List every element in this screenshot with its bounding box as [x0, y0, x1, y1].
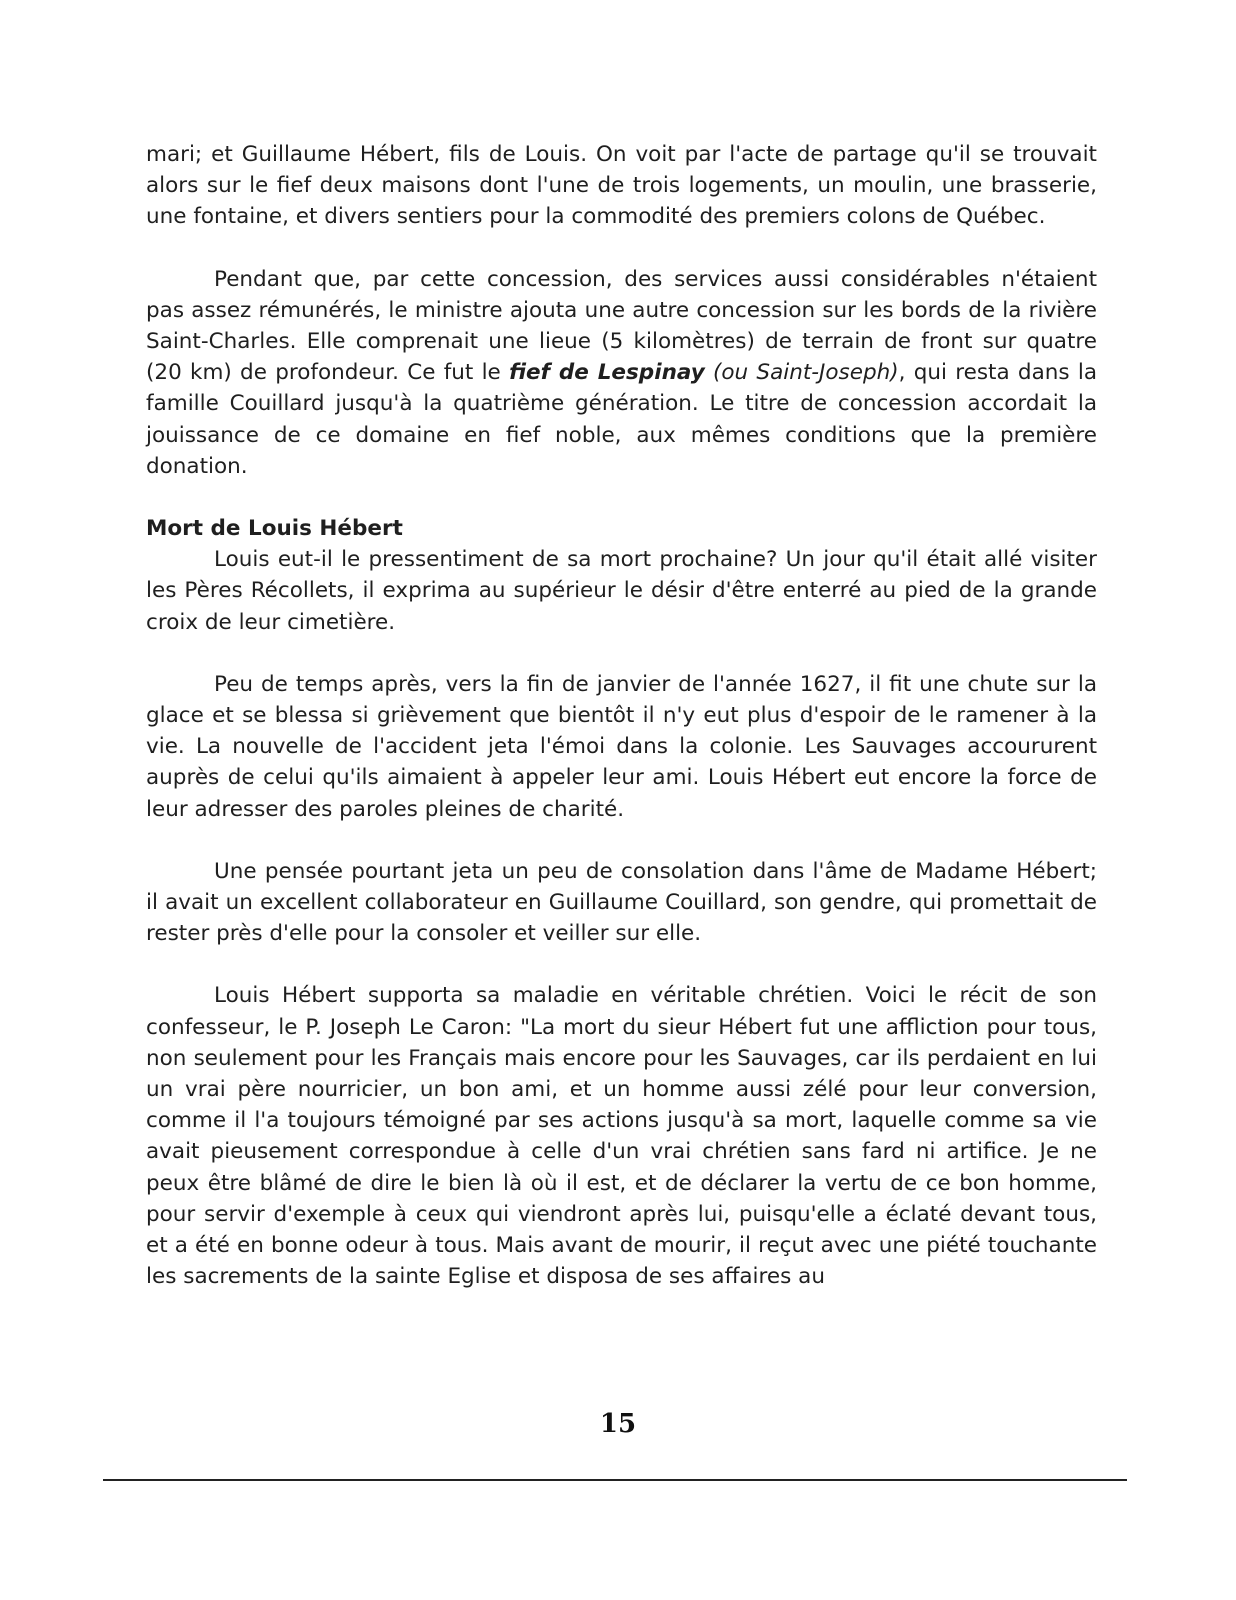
- fief-alt-name: (ou Saint-Joseph): [704, 360, 899, 386]
- paragraph-chute: Peu de temps après, vers la fin de janvier de l'année 1627, il fit une chute sur la glace et se blessa si grièvement que bientôt il n'y eut plus d'espoir de le ramener à la vie. La nouvelle de l'accident jeta l'émoi dans la colonie. Les Sauvages accoururent auprès de celui qu'ils aimaient à appeler leur ami. Louis Hébert eut encore la force de leur adresser des paroles pleines de charité.: [146, 671, 1097, 822]
- footer-rule: [103, 1479, 1127, 1481]
- paragraph-partage: mari; et Guillaume Hébert, fils de Louis. On voit par l'acte de partage qu'il se trouvait alors sur le fief deux maisons dont l'une de trois logements, un moulin, une brasserie, une fontaine, et divers sentiers pour la commodité des premiers colons de Québec.: [146, 142, 1097, 230]
- section-heading: Mort de Louis Hébert: [146, 516, 403, 542]
- paragraph-recit-confesseur: Louis Hébert supporta sa maladie en véritable chrétien. Voici le récit de son confesseur, le P. Joseph Le Caron: "La mort du sieur Hébert fut une affliction pour tous, non seulement pour les Français mais encore pour les Sauvages, car ils perdaient en lui un vrai père nourricier, un bon ami, et un homme aussi zélé pour leur conversion, comme il l'a toujours témoigné par ses actions jusqu'à sa mort, laquelle comme sa vie avait pieusement correspondue à celle d'un vrai chrétien sans fard ni artifice. Je ne peux être blâmé de dire le bien là où il est, et de déclarer la vertu de ce bon homme, pour servir d'exemple à ceux qui viendront après lui, puisqu'elle a éclaté devant tous, et a été en bonne odeur à tous. Mais avant de mourir, il reçut avec une piété touchante les sacrements de la sainte Eglise et disposa de ses affaires au: [146, 983, 1097, 1290]
- paragraph-text-after: , qui resta dans la famille Couillard jusqu'à la quatrième génération. Le titre de concession accordait la jouissance de ce domaine en fief noble, aux mêmes conditions que la première donation.: [146, 360, 1097, 479]
- paragraph-consolation: Une pensée pourtant jeta un peu de consolation dans l'âme de Madame Hébert; il avait un excellent collaborateur en Guillaume Couillard, son gendre, qui promettait de rester près d'elle pour la consoler et veiller sur elle.: [146, 858, 1097, 947]
- fief-name-emphasis: fief de Lespinay: [509, 360, 705, 386]
- paragraph-text-before: Pendant que, par cette concession, des services aussi considérables n'étaient pas assez rémunérés, le ministre ajouta une autre concession sur les bords de la rivière Saint-Charles. Elle comprenait une lieue (5 kilomètres) de terrain de front sur quatre (20 km) de profondeur. Ce fut le: [146, 266, 1097, 386]
- paragraph-pressentiment: Louis eut-il le pressentiment de sa mort prochaine? Un jour qu'il était allé visiter les Pères Récollets, il exprima au supérieur le désir d'être enterré au pied de la grande croix de leur cimetière.: [146, 547, 1097, 635]
- page-body: [146, 139, 1097, 1324]
- page-number: 15: [599, 1409, 637, 1439]
- paragraph-concession-lespinay: [146, 264, 1097, 482]
